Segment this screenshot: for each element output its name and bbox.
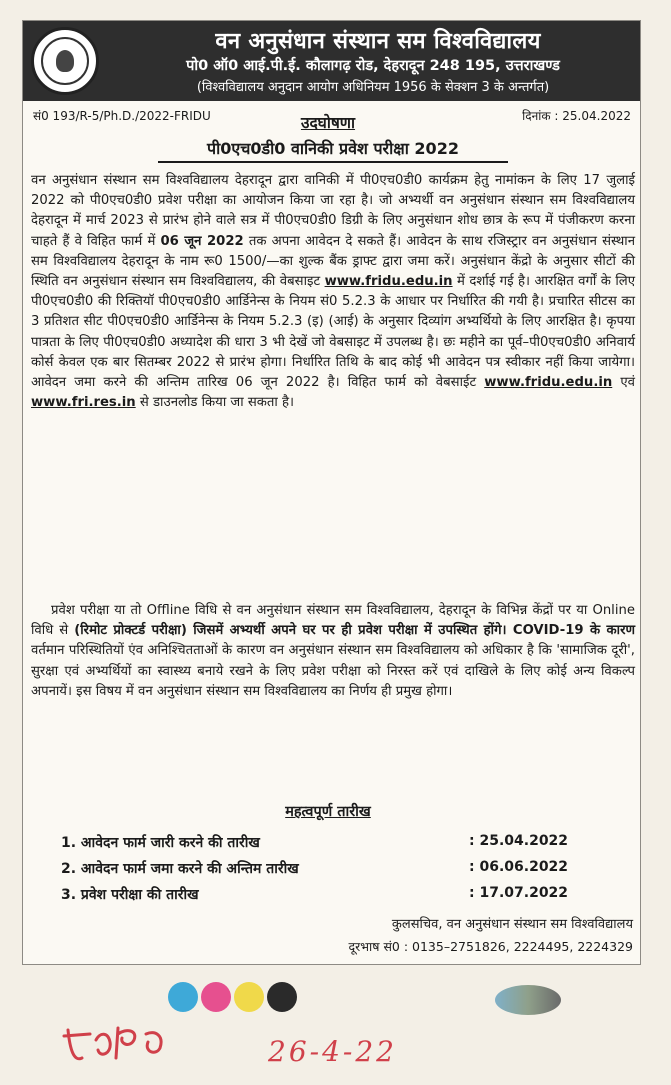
date-row: 2. आवेदन फार्म जमा करने की अन्तिम तारीख : 06.06.2022 — [61, 859, 569, 877]
application-deadline: 06 जून 2022 — [160, 233, 244, 249]
website-link-fri[interactable]: www.fri.res.in — [31, 395, 136, 411]
notice-paragraph-2: प्रवेश परीक्षा या तो Offline विधि से वन अनुसंधान संस्थान सम विश्वविद्यालय, देहरादून के विभिन्न केंद्रों पर या Online विधि से (रिमोट प्रोक्टर्ड परीक्षा) जिसमें अभ्यर्थी अपने घर पर ही प्रवेश परीक्षा में उपस्थित होंगे। COVID-19 के कारण वर्तमान परिस्थितियों एंव अनिश्चितताओं के कारण वन अनुसंधान संस्थान सम विश्वविद्यालय को अधिकार है कि 'सामाजिक दूरी', सुरक्षा एवं अभ्यर्थियों का स्वास्थ्य बनाये रखने के लिए प्रवेश परीक्षा को निरस्त करें एवं दाखिले के लिए कोई अन्य विकल्प अपनायें। इस विषय में वन अनुसंधान संस्थान सम विश्वविद्यालय का निर्णय ही प्रमुख होगा। — [31, 603, 635, 699]
exam-title: पी0एच0डी0 वानिकी प्रवेश परीक्षा 2022 — [158, 137, 508, 163]
date-row: 1. आवेदन फार्म जारी करने की तारीख : 25.04.2022 — [61, 833, 569, 851]
notice-heading: उदघोषणा — [300, 114, 356, 132]
ugc-act-note: (विश्वविद्यालय अनुदान आयोग अधिनियम 1956 के सेक्शन 3 के अन्तर्गत) — [196, 80, 550, 95]
remote-proctored-note: (रिमोट प्रोक्टर्ड परीक्षा) जिसमें अभ्यर्थी अपने घर पर ही प्रवेश परीक्षा में उपस्थित होंगे। COVID-19 के कारण — [74, 623, 635, 639]
signatory: कुलसचिव, वन अनुसंधान संस्थान सम विश्वविद्यालय — [391, 917, 633, 932]
handwritten-signature-icon — [60, 1010, 190, 1070]
notice-paragraph-1: वन अनुसंधान संस्थान सम विश्वविद्यालय देहरादून द्वारा वानिकी में पी0एच0डी0 कार्यक्रम हेतु नामांकन के लिए 17 जुलाई 2022 को पी0एच0डी0 प्रवेश परीक्षा का आयोजन किया जा रहा है। जो अभ्यर्थी वन अनुसंधान संस्थान सम विश्वविद्यालय देहरादून में मार्च 2023 से प्रारंभ होने वाले सत्र में पी0एच0डी0 डिग्री के लिए अनुसंधान शोध छात्र के रूप में पंजीकरण करना चाहते हैं वे विहित फार्म में 06 जून 2022 तक अपना आवेदन दे सकते हैं। आवेदन के साथ रजिस्ट्रार वन अनुसंधान संस्थान सम विश्वविद्यालय देहरादून के नाम रू0 1500/—का शुल्क बैंक ड्राफ्ट द्वारा जमा करें। अनुसंधान केंद्रो के अनुसार सीटों की स्थिति वन अनुसंधान संस्थान सम विश्वविद्यालय, की वेबसाइट www.fridu.edu.in में दर्शाई गई है। आरक्षित वर्गों के लिए पी0एच0डी0 की रिक्तियॉ पी0एच0डी0 आर्डिनेन्स के नियम सं0 5.2.3 के आधार पर निर्धारित की गयी है। प्रचारित सीटस का 3 प्रतिशत सीट पी0एच0डी0 आर्डिनेन्स के नियम 5.2.3 (इ) (आई) के अनुसार दिव्यांग अभ्यर्थियो के लिए आरक्षित है। कृपया पात्रता के लिए पी0एच0डी0 अध्यादेश की धारा 3 भी देखें जो वेबसाइट में उपलब्ध है। छः महीने का पूर्व–पी0एच0डी0 अनिवार्य कोर्स केवल एक बार सितम्बर 2022 से प्रारंभ होगा। निर्धारित तिथि के बाद कोई भी आवेदन पत्र स्वीकार नहीं किया जायेगा। आवेदन जमा करने की अन्तिम तारिख 06 जून 2022 है। विहित फार्म को वेबसाईट www.fridu.edu.in एवं www.fri.res.in से डाउनलोड किया जा सकता है। — [31, 173, 636, 411]
masthead — [23, 21, 640, 101]
handwritten-date: 26-4-22 — [268, 1035, 397, 1068]
phone-numbers: दूरभाष सं0 : 0135–2751826, 2224495, 2224329 — [348, 939, 633, 954]
magenta-dot-icon — [201, 982, 231, 1012]
yellow-dot-icon — [234, 982, 264, 1012]
important-dates-heading: महत्वपूर्ण तारीख — [285, 804, 371, 820]
institute-name: वन अनुसंधान संस्थान सम विश्वविद्यालय — [215, 29, 541, 54]
cyan-dot-icon — [168, 982, 198, 1012]
newspaper-clipping — [22, 20, 641, 965]
reference-number: सं0 193/R-5/Ph.D./2022-FRIDU — [33, 109, 211, 123]
color-bar-icon — [495, 985, 561, 1015]
institute-address: पो0 ऑ0 आई.पी.ई. कौलागढ़ रोड, देहरादून 248 195, उत्तराखण्ड — [186, 58, 560, 74]
date-row: 3. प्रवेश परीक्षा की तारीख : 17.07.2022 — [61, 885, 569, 903]
black-dot-icon — [267, 982, 297, 1012]
notice-date: दिनांक : 25.04.2022 — [522, 109, 631, 123]
university-emblem-icon — [31, 27, 99, 95]
website-link-fridu-2[interactable]: www.fridu.edu.in — [484, 375, 613, 391]
website-link-fridu[interactable]: www.fridu.edu.in — [324, 274, 453, 290]
